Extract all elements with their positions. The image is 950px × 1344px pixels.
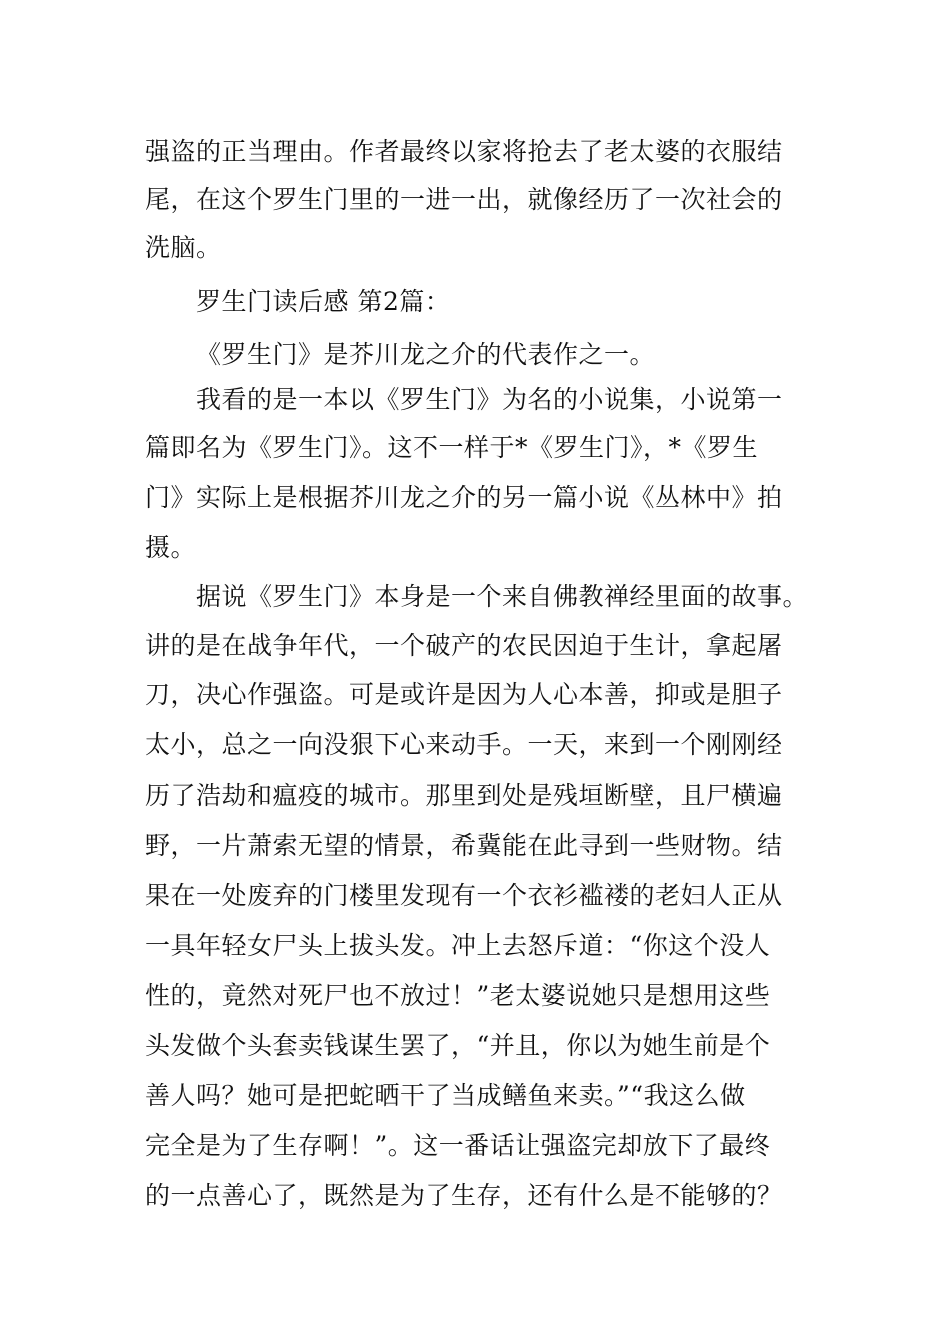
text-line: 的一点善心了，既然是为了生存，还有什么是不能够的？: [145, 1181, 783, 1210]
text-line: 摄。: [145, 533, 197, 562]
text-line: 野，一片萧索无望的情景，希冀能在此寻到一些财物。结: [145, 831, 783, 860]
text-line: 善人吗？她可是把蛇晒干了当成鳝鱼来卖。”“我这么做: [145, 1081, 746, 1110]
text-line: 强盗的正当理由。作者最终以家将抢去了老太婆的衣服结: [145, 137, 783, 166]
text-line: 头发做个头套卖钱谋生罢了，“并且，你以为她生前是个: [145, 1031, 771, 1060]
text-line: 刀，决心作强盗。可是或许是因为人心本善，抑或是胆子: [145, 680, 783, 709]
text-line: 性的，竟然对死尸也不放过！”老太婆说她只是想用这些: [145, 981, 771, 1010]
text-line: 尾，在这个罗生门里的一进一出，就像经历了一次社会的: [145, 185, 783, 214]
section-heading: 罗生门读后感 第2篇：: [196, 287, 451, 316]
text-line: 讲的是在战争年代，一个破产的农民因迫于生计，拿起屠: [145, 631, 783, 660]
text-line: 一具年轻女尸头上拔头发。冲上去怒斥道：“你这个没人: [145, 931, 771, 960]
text-line: 历了浩劫和瘟疫的城市。那里到处是残垣断壁，且尸横遍: [145, 781, 783, 810]
text-line: 我看的是一本以《罗生门》为名的小说集，小说第一: [196, 385, 783, 414]
text-line: 篇即名为《罗生门》。这不一样于*《罗生门》，*《罗生: [145, 433, 759, 462]
text-line: 完全是为了生存啊！”。这一番话让强盗完却放下了最终: [145, 1131, 771, 1160]
text-line: 果在一处废弃的门楼里发现有一个衣衫褴褛的老妇人正从: [145, 881, 783, 910]
text-line: 据说《罗生门》本身是一个来自佛教禅经里面的故事。: [196, 582, 809, 611]
text-line: 门》实际上是根据芥川龙之介的另一篇小说《丛林中》拍: [145, 483, 783, 512]
text-line: 太小，总之一向没狠下心来动手。一天，来到一个刚刚经: [145, 730, 783, 759]
text-line: 《罗生门》是芥川龙之介的代表作之一。: [196, 340, 656, 369]
text-line: 洗脑。: [145, 233, 222, 262]
